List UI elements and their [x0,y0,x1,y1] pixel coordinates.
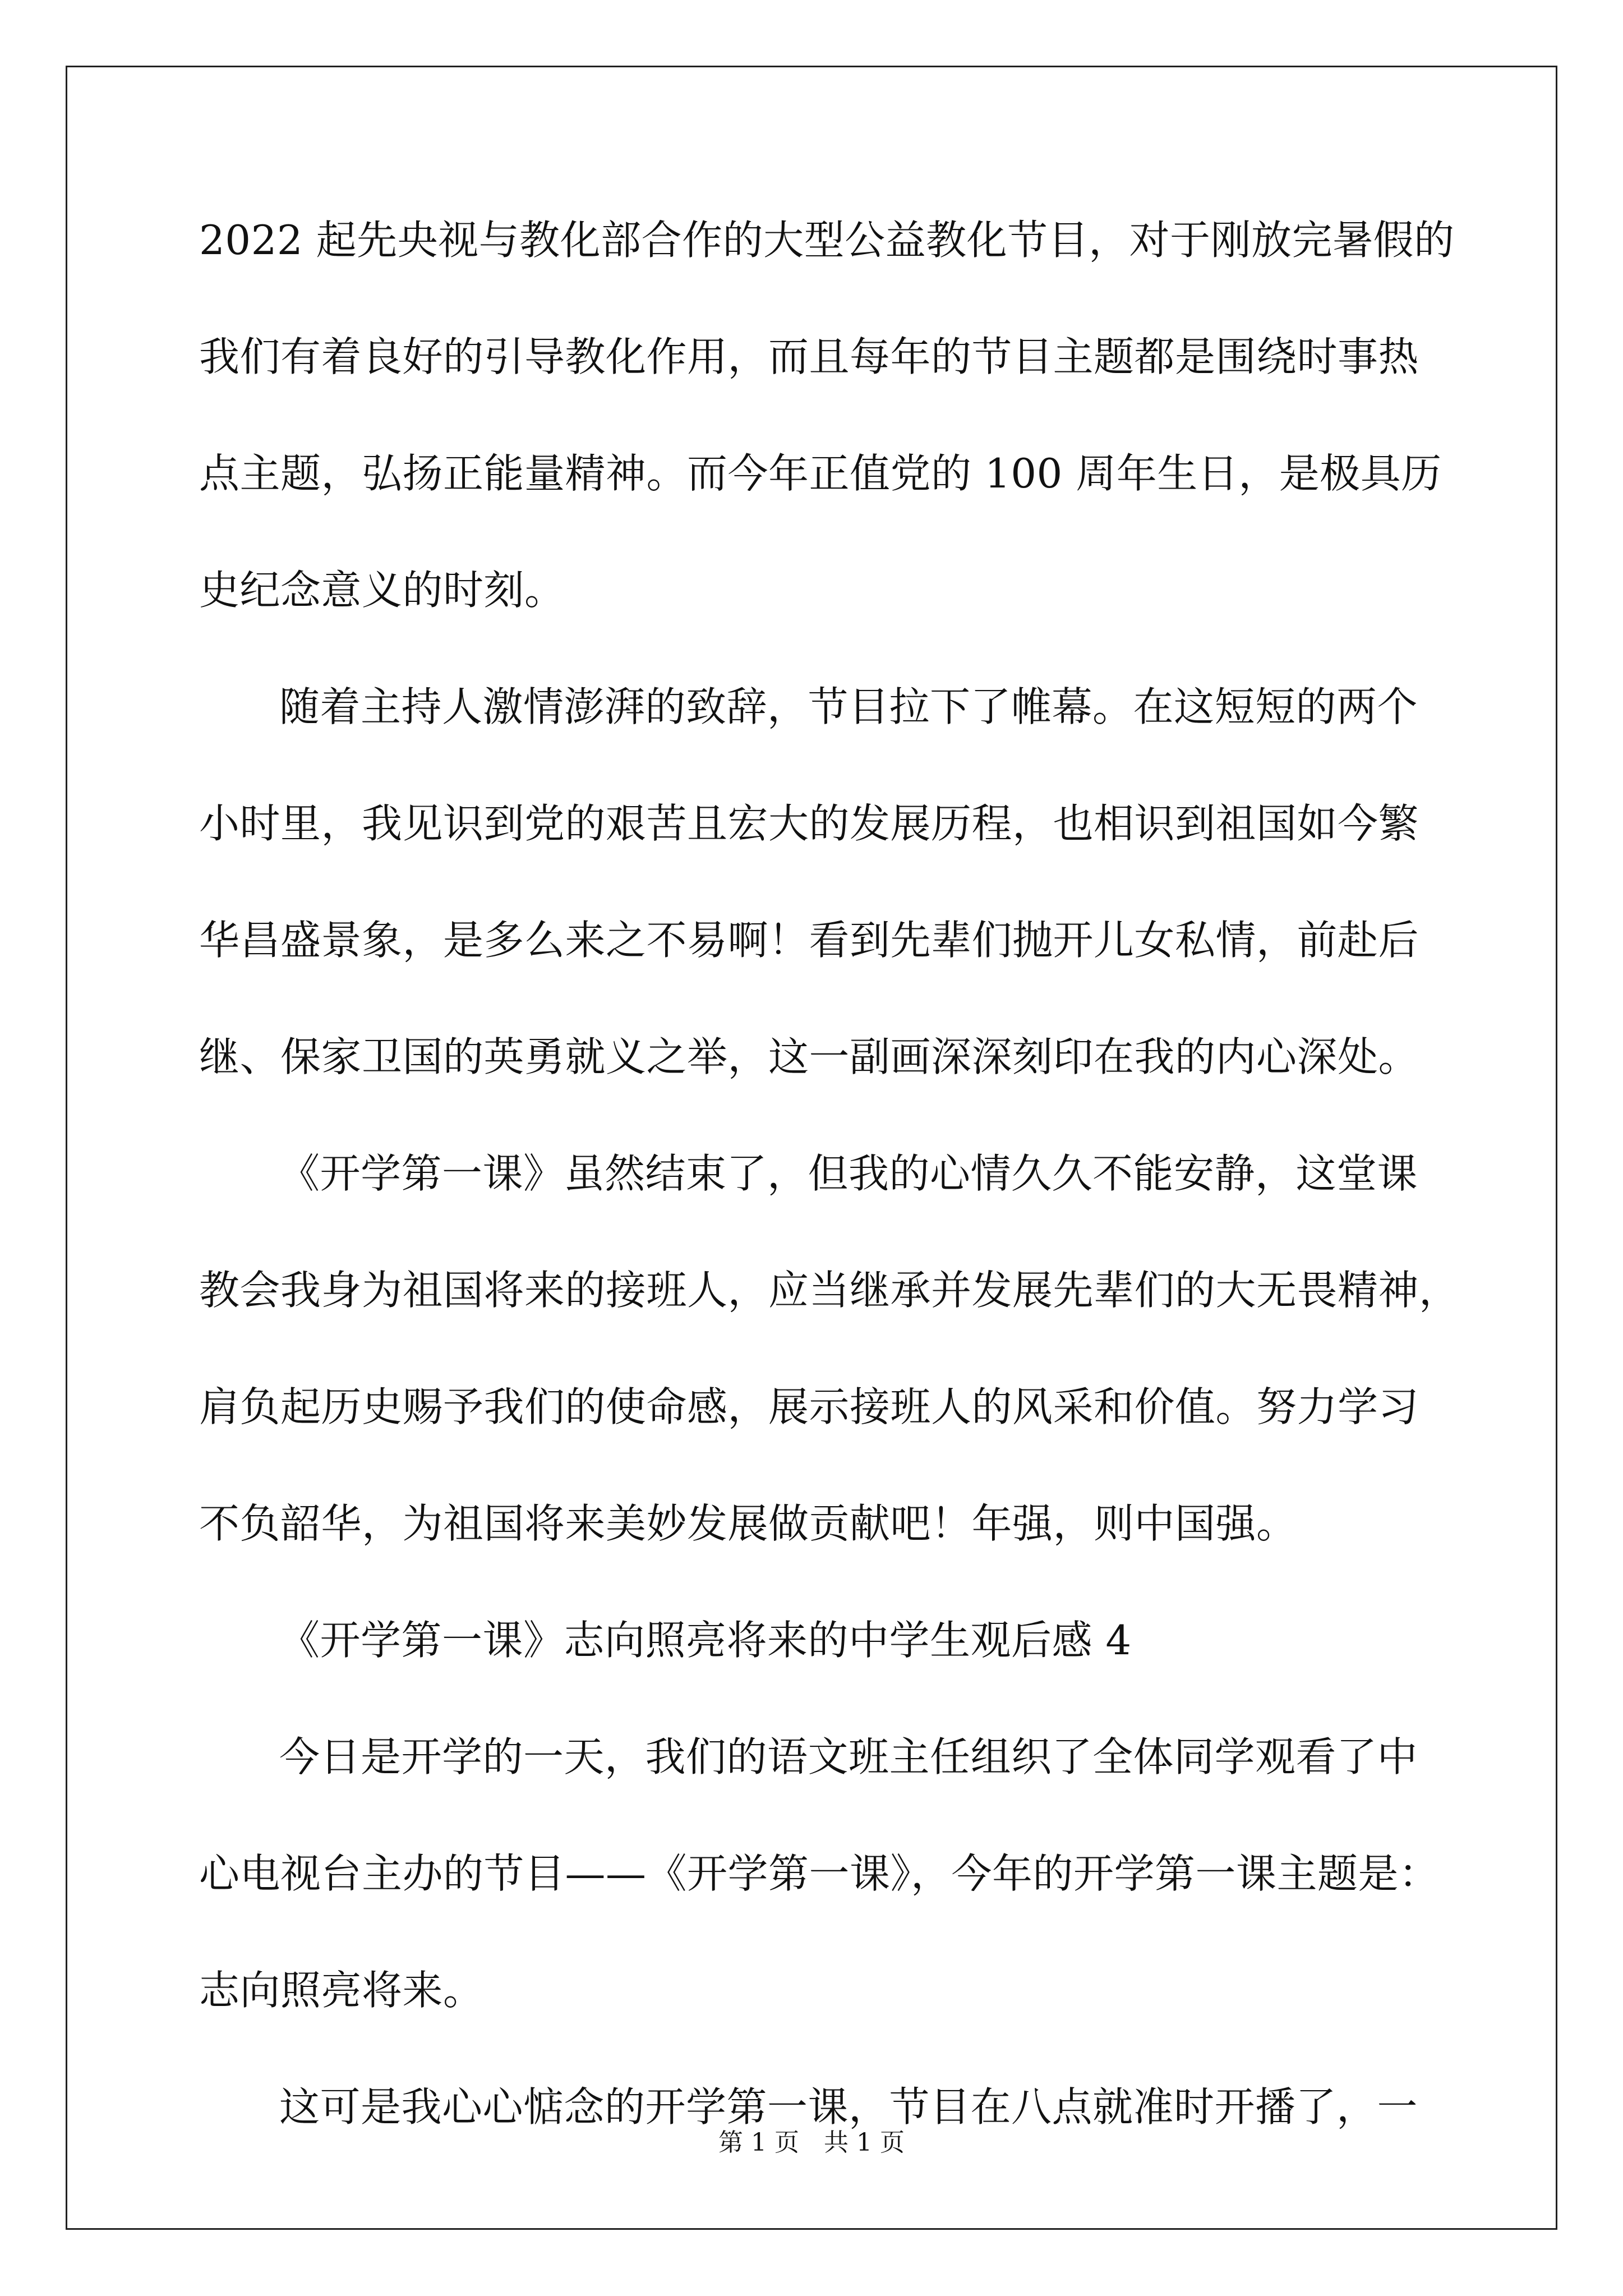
text-line: 史纪念意义的时刻。 [199,567,565,614]
text-line: 《开学第一课》虽然结束了，但我的心情久久不能安静，这堂课 [279,1150,1418,1197]
text-line: 随着主持人激情澎湃的致辞，节目拉下了帷幕。在这短短的两个 [279,683,1418,730]
text-line: 教会我身为祖国将来的接班人，应当继承并发展先辈们的大无畏精神， [199,1267,1460,1314]
text-line: 小时里，我见识到党的艰苦且宏大的发展历程，也相识到祖国如今繁 [199,800,1419,847]
text-line: 这可是我心心惦念的开学第一课，节目在八点就准时开播了，一 [279,2083,1418,2131]
text-line: 心电视台主办的节目——《开学第一课》，今年的开学第一课主题是： [199,1850,1440,1897]
text-line: 志向照亮将来。 [199,1967,484,2014]
text-line: 今日是开学的一天，我们的语文班主任组织了全体同学观看了中 [279,1733,1418,1780]
text-line: 继、保家卫国的英勇就义之举，这一副画深深刻印在我的内心深处。 [199,1033,1419,1080]
text-line: 点主题，弘扬正能量精神。而今年正值党的 100 周年生日，是极具历 [199,450,1442,497]
text-line: 肩负起历史赐予我们的使命感，展示接班人的风采和价值。努力学习 [199,1383,1419,1430]
text-line: 我们有着良好的引导教化作用，而且每年的节目主题都是围绕时事热 [199,333,1419,380]
text-line: 华昌盛景象，是多么来之不易啊！看到先辈们抛开儿女私情，前赴后 [199,917,1419,964]
text-line: 不负韶华，为祖国将来美妙发展做贡献吧！年强，则中国强。 [199,1500,1297,1547]
text-line: 2022 起先央视与教化部合作的大型公益教化节目，对于刚放完暑假的 [199,217,1455,264]
document-body [199,213,1458,2197]
section-heading: 《开学第一课》志向照亮将来的中学生观后感 4 [279,1617,1132,1664]
page-number-footer: 第 1 页 共 1 页 [718,2128,905,2157]
